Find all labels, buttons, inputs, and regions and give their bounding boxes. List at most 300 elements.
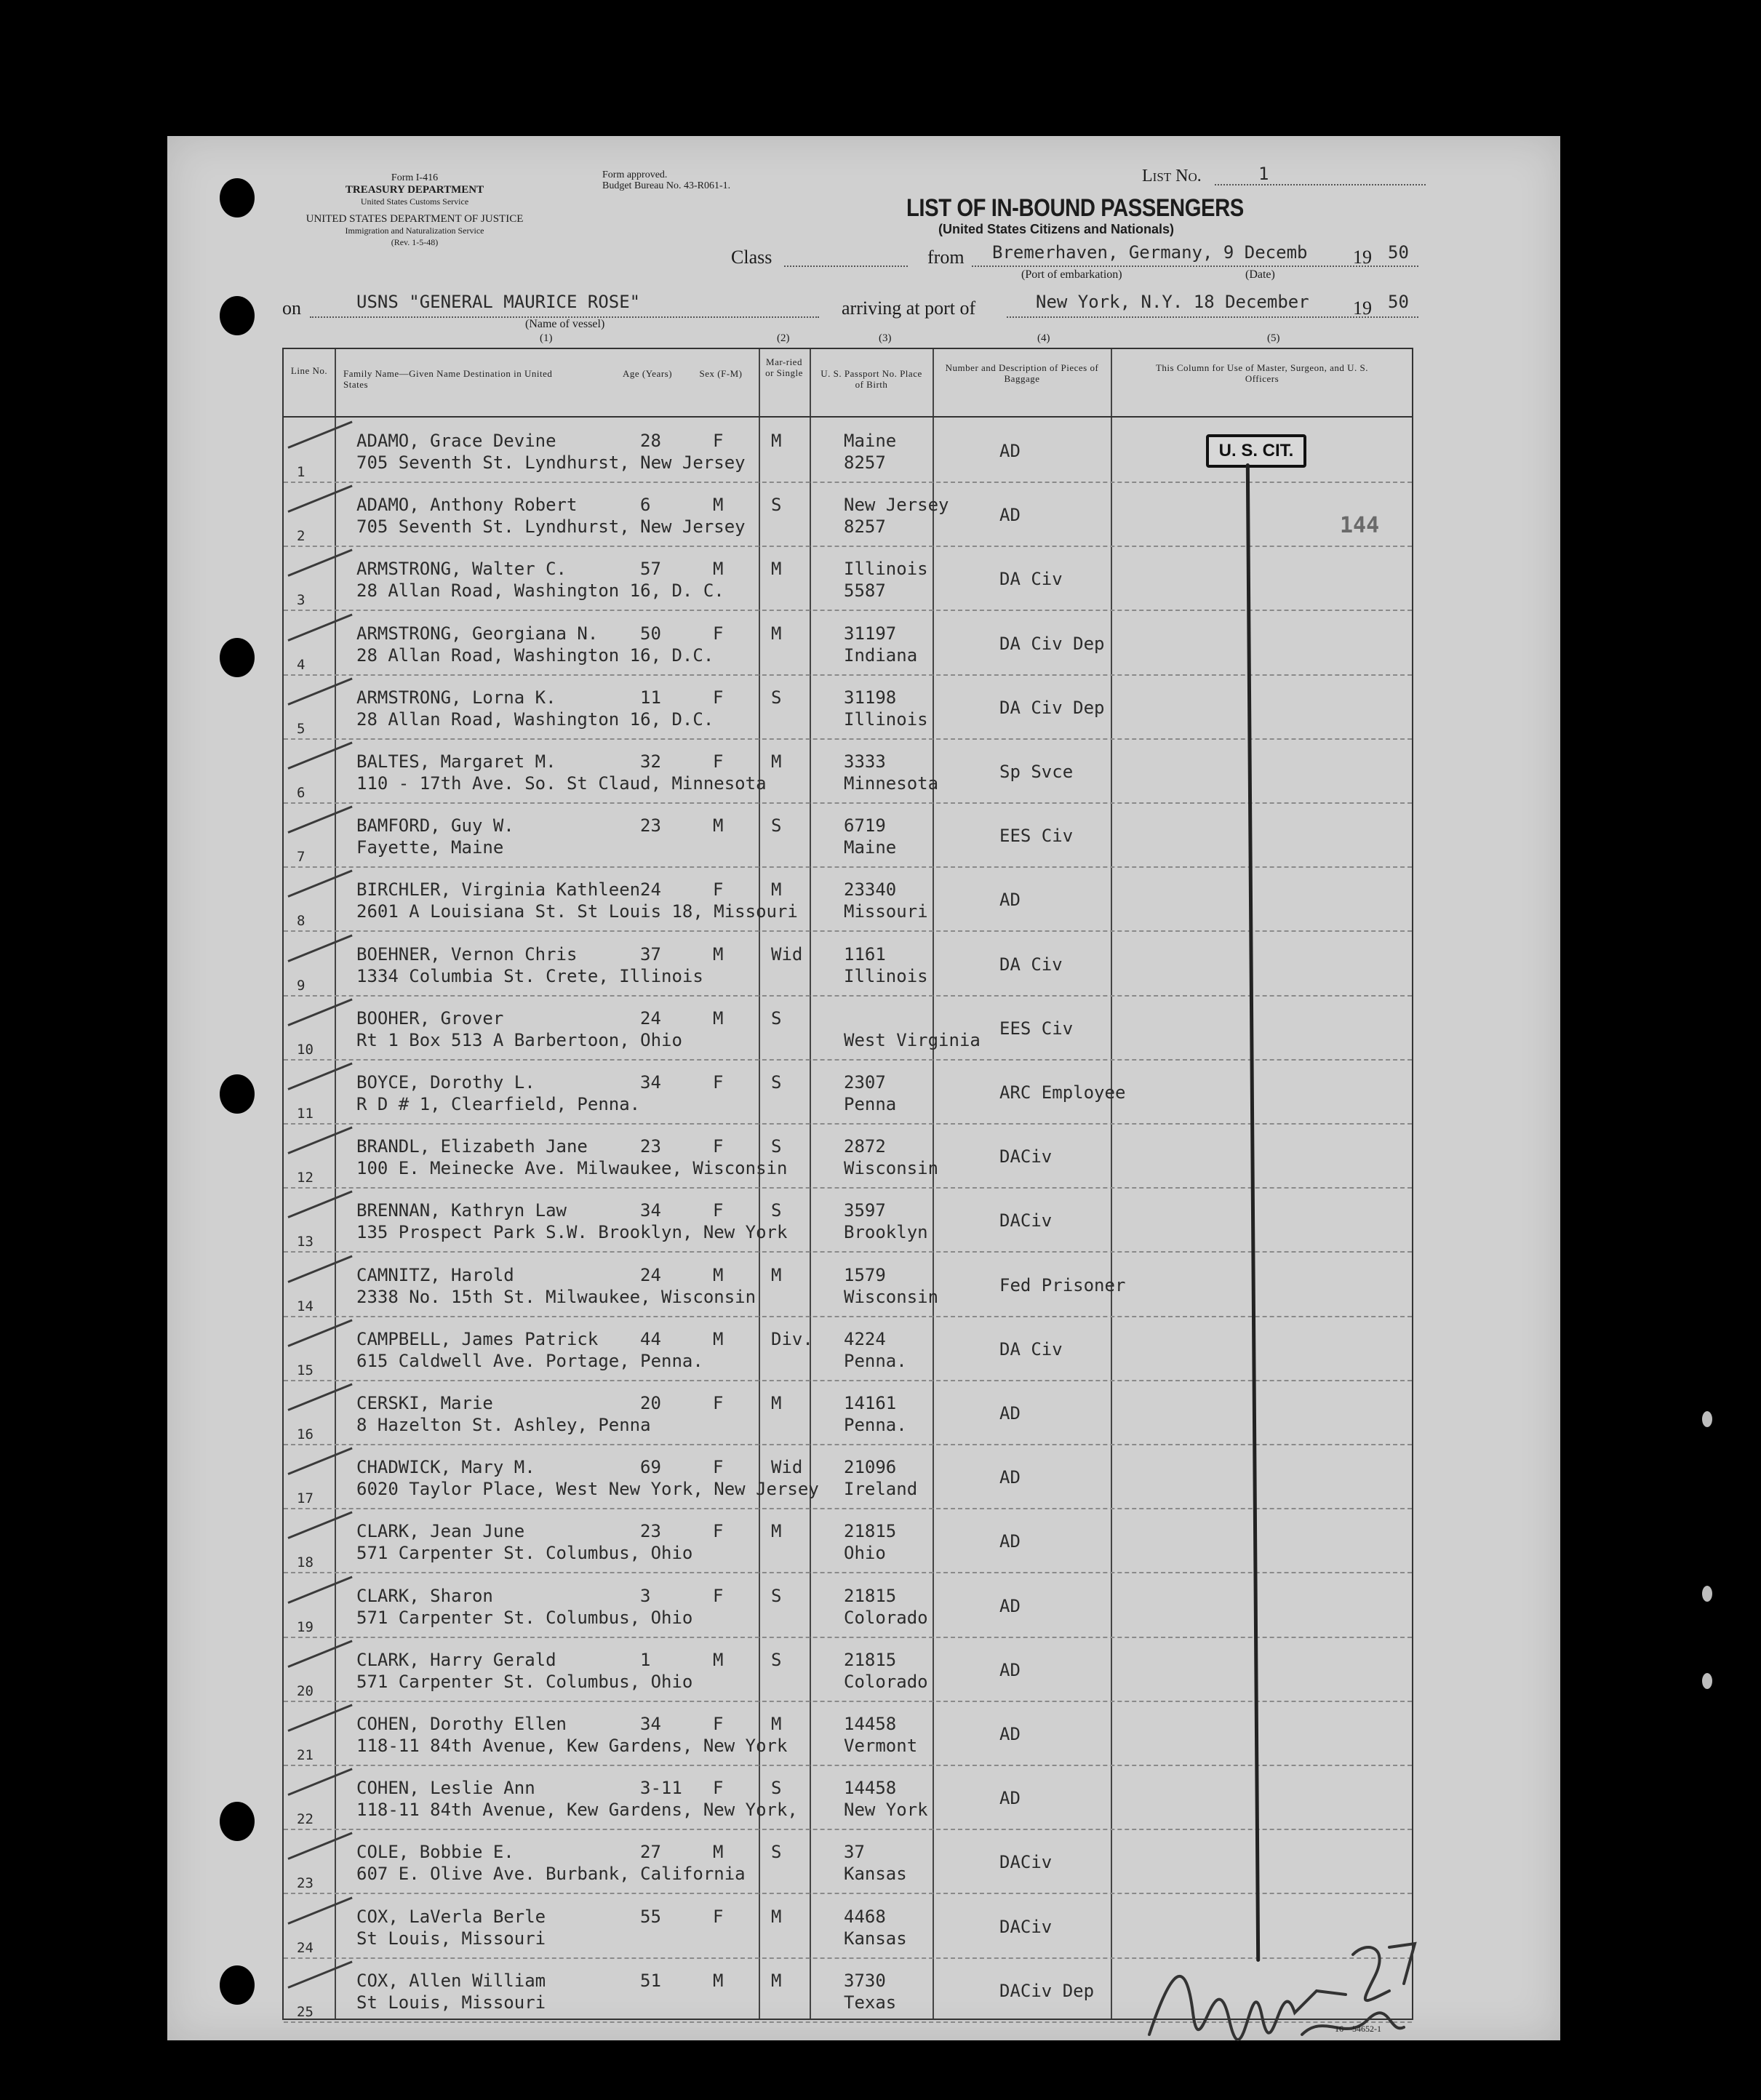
baggage-description: AD: [999, 505, 1021, 526]
passenger-marital-status: S: [771, 1007, 782, 1029]
passenger-age: 3: [640, 1585, 651, 1606]
passenger-marital-status: S: [771, 1200, 782, 1221]
place-of-birth: Colorado: [844, 1607, 928, 1628]
place-of-birth: Minnesota: [844, 773, 939, 794]
pencil-tick-mark: [287, 806, 352, 834]
passenger-age: 34: [640, 1714, 661, 1734]
passenger-sex: M: [713, 1007, 724, 1029]
passenger-marital-status: M: [771, 1264, 782, 1285]
arriving-label: arriving at port of: [842, 298, 976, 319]
passenger-name: CLARK, Sharon: [356, 1585, 493, 1606]
table-row: [284, 546, 1412, 611]
passenger-marital-status: S: [771, 1778, 782, 1799]
passenger-name: ADAMO, Grace Devine: [356, 431, 556, 451]
us-citizen-stamp: U. S. CIT.: [1206, 434, 1306, 468]
baggage-description: AD: [999, 1788, 1021, 1809]
passenger-sex: M: [713, 559, 724, 580]
passenger-age: 6: [640, 495, 651, 516]
passenger-sex: F: [713, 687, 724, 708]
year-from-value: 50: [1388, 242, 1409, 263]
passport-number: 14161: [844, 1393, 897, 1413]
pencil-tick-mark: [287, 998, 352, 1026]
passenger-sex: M: [713, 943, 724, 965]
passenger-name: ARMSTRONG, Georgiana N.: [356, 623, 599, 644]
passenger-sex: F: [713, 1457, 724, 1478]
table-row: [284, 866, 1412, 932]
pencil-tick-mark: [287, 613, 352, 641]
passenger-destination: St Louis, Missouri: [356, 1928, 546, 1949]
vessel-caption: (Name of vessel): [525, 318, 605, 330]
place-of-birth: Kansas: [844, 1928, 907, 1949]
passenger-destination: 118-11 84th Avenue, Kew Gardens, New York,: [356, 1800, 798, 1821]
column-number-4: (4): [1037, 332, 1050, 344]
pencil-tick-mark: [287, 1512, 352, 1539]
passenger-sex: F: [713, 623, 724, 644]
passenger-name: BOYCE, Dorothy L.: [356, 1072, 535, 1093]
baggage-description: AD: [999, 1403, 1021, 1424]
passenger-name: CERSKI, Marie: [356, 1393, 493, 1413]
passenger-marital-status: S: [771, 1649, 782, 1670]
table-row: [284, 1187, 1412, 1253]
passenger-name: ADAMO, Anthony Robert: [356, 495, 578, 516]
baggage-description: DA Civ: [999, 569, 1063, 590]
passport-number: Illinois: [844, 559, 928, 580]
punch-hole: [220, 178, 255, 217]
line-number: 10: [297, 1041, 314, 1058]
scan-edge-mark: [1702, 1411, 1712, 1427]
pencil-tick-mark: [287, 1063, 352, 1090]
place-of-birth: Ohio: [844, 1543, 886, 1564]
passenger-sex: M: [713, 495, 724, 516]
place-of-birth: Texas: [844, 1992, 897, 2013]
form-approved: Form approved.: [602, 169, 668, 180]
passenger-name: COX, LaVerla Berle: [356, 1906, 546, 1927]
passport-number: 21096: [844, 1457, 897, 1478]
passport-number: 23340: [844, 879, 897, 901]
passport-number: 31198: [844, 687, 897, 708]
passport-number: 1579: [844, 1264, 886, 1285]
baggage-description: EES Civ: [999, 826, 1074, 847]
passenger-destination: 607 E. Olive Ave. Burbank, California: [356, 1864, 746, 1885]
line-number: 17: [297, 1490, 314, 1507]
passenger-sex: M: [713, 815, 724, 837]
place-of-birth: Wisconsin: [844, 1286, 939, 1307]
table-row: [284, 1701, 1412, 1766]
passenger-sex: F: [713, 879, 724, 901]
table-row: [284, 674, 1412, 740]
table-row: [284, 1829, 1412, 1894]
passenger-age: 57: [640, 559, 661, 580]
line-number: 20: [297, 1682, 314, 1699]
baggage-description: AD: [999, 890, 1021, 911]
passenger-marital-status: M: [771, 431, 782, 451]
table-row: [284, 738, 1412, 804]
passenger-destination: 571 Carpenter St. Columbus, Ohio: [356, 1671, 693, 1692]
baggage-description: DA Civ: [999, 1338, 1063, 1360]
line-number: 11: [297, 1106, 314, 1122]
passenger-name: ARMSTRONG, Lorna K.: [356, 687, 556, 708]
scan-edge-mark: [1702, 1673, 1712, 1689]
line-number: 25: [297, 2003, 314, 2020]
passport-number: 31197: [844, 623, 897, 644]
pencil-tick-mark: [287, 1255, 352, 1282]
passenger-age: 50: [640, 623, 661, 644]
port-of-embarkation-caption: (Port of embarkation): [1021, 268, 1122, 281]
passenger-table: [282, 348, 1413, 2020]
passenger-age: 20: [640, 1393, 661, 1413]
passenger-name: BALTES, Margaret M.: [356, 751, 556, 772]
passport-number: 4224: [844, 1328, 886, 1349]
passenger-age: 24: [640, 1264, 661, 1285]
table-row: [284, 610, 1412, 676]
place-of-birth: Penna.: [844, 1415, 907, 1435]
list-number-line: [1215, 184, 1426, 185]
line-number: 15: [297, 1362, 314, 1378]
passport-number: 6719: [844, 815, 886, 837]
passenger-marital-status: S: [771, 687, 782, 708]
place-of-birth: Penna.: [844, 1350, 907, 1371]
form-code: 16—54652-1: [1335, 2024, 1381, 2034]
line-number: 9: [297, 977, 306, 994]
header-married: Mar-ried or Single: [765, 356, 803, 378]
table-row: [284, 1573, 1412, 1638]
passenger-marital-status: S: [771, 495, 782, 516]
passenger-marital-status: S: [771, 1136, 782, 1157]
punch-hole: [220, 1965, 255, 2005]
passenger-marital-status: M: [771, 559, 782, 580]
header-baggage: Number and Description of Pieces of Baggage: [945, 362, 1099, 384]
passenger-sex: F: [713, 1136, 724, 1157]
customs-service: United States Customs Service: [360, 196, 469, 207]
passenger-sex: F: [713, 1585, 724, 1606]
column-number-2: (2): [777, 332, 790, 344]
passport-number: 1161: [844, 943, 886, 965]
list-number-value: 1: [1258, 164, 1269, 184]
line-number: 2: [297, 528, 306, 545]
baggage-description: DA Civ: [999, 954, 1063, 975]
table-row: [284, 482, 1412, 547]
pencil-tick-mark: [287, 1384, 352, 1411]
table-row: [284, 1252, 1412, 1317]
baggage-description: DA Civ Dep: [999, 697, 1105, 718]
pencil-tick-mark: [287, 485, 352, 513]
passenger-age: 27: [640, 1842, 661, 1863]
baggage-description: AD: [999, 441, 1021, 461]
class-line: [784, 266, 908, 267]
passenger-name: BAMFORD, Guy W.: [356, 815, 514, 837]
passenger-age: 3-11: [640, 1778, 682, 1799]
baggage-description: AD: [999, 1595, 1021, 1616]
passenger-destination: 28 Allan Road, Washington 16, D.C.: [356, 708, 714, 730]
manifest-page: [167, 136, 1560, 2040]
passenger-name: COLE, Bobbie E.: [356, 1842, 514, 1863]
passport-number: 3333: [844, 751, 886, 772]
passenger-destination: St Louis, Missouri: [356, 1992, 546, 2013]
passport-number: 2307: [844, 1072, 886, 1093]
class-label: Class: [731, 247, 772, 268]
line-number: 16: [297, 1426, 314, 1442]
passenger-destination: 28 Allan Road, Washington 16, D. C.: [356, 580, 724, 602]
passenger-marital-status: M: [771, 1906, 782, 1927]
place-of-birth: Missouri: [844, 901, 928, 922]
passenger-name: CAMPBELL, James Patrick: [356, 1328, 599, 1349]
table-row: [284, 802, 1412, 868]
place-of-birth: Colorado: [844, 1671, 928, 1692]
passenger-marital-status: S: [771, 815, 782, 837]
baggage-description: DACiv Dep: [999, 1980, 1095, 2001]
passenger-destination: 2601 A Louisiana St. St Louis 18, Missouri: [356, 901, 798, 922]
baggage-description: AD: [999, 1724, 1021, 1744]
officer-signature: [1127, 1925, 1433, 2056]
line-number: 13: [297, 1234, 314, 1250]
header-officers: This Column for Use of Master, Surgeon, and U. S. Officers: [1155, 362, 1369, 384]
line-number: 23: [297, 1875, 314, 1892]
passenger-destination: 705 Seventh St. Lyndhurst, New Jersey: [356, 516, 746, 538]
passenger-age: 24: [640, 879, 661, 901]
place-of-birth: Wisconsin: [844, 1158, 939, 1179]
passenger-age: 37: [640, 943, 661, 965]
baggage-description: Fed Prisoner: [999, 1274, 1126, 1295]
line-number: 22: [297, 1811, 314, 1828]
passenger-destination: Rt 1 Box 513 A Barbertoon, Ohio: [356, 1029, 682, 1050]
passenger-sex: M: [713, 1649, 724, 1670]
passenger-age: 28: [640, 431, 661, 451]
table-row: [284, 1508, 1412, 1573]
table-row: [284, 1123, 1412, 1189]
passenger-age: 44: [640, 1328, 661, 1349]
annotation-number: 144: [1340, 513, 1380, 538]
passenger-name: BRANDL, Elizabeth Jane: [356, 1136, 588, 1157]
punch-hole: [220, 1074, 255, 1114]
passenger-name: CLARK, Harry Gerald: [356, 1649, 556, 1670]
passport-number: 3730: [844, 1970, 886, 1991]
passport-number: 14458: [844, 1714, 897, 1734]
passenger-sex: F: [713, 1072, 724, 1093]
pencil-tick-mark: [287, 1191, 352, 1218]
place-of-birth: 8257: [844, 516, 886, 538]
passenger-name: BIRCHLER, Virginia Kathleen: [356, 879, 641, 901]
line-number: 8: [297, 913, 306, 930]
from-line: [972, 266, 1418, 267]
header-sex: Sex (F-M): [699, 368, 743, 379]
place-of-birth: Illinois: [844, 965, 928, 986]
passport-number: 2872: [844, 1136, 886, 1157]
place-of-birth: Vermont: [844, 1736, 918, 1756]
baggage-description: ARC Employee: [999, 1082, 1126, 1103]
passenger-rows: [284, 418, 1412, 2019]
passenger-name: BRENNAN, Kathryn Law: [356, 1200, 567, 1221]
from-label: from: [927, 247, 965, 268]
pencil-tick-mark: [287, 934, 352, 962]
line-number: 1: [297, 464, 306, 480]
baggage-description: EES Civ: [999, 1018, 1074, 1039]
passenger-age: 1: [640, 1649, 651, 1670]
line-number: 4: [297, 656, 306, 673]
passenger-marital-status: M: [771, 1393, 782, 1413]
form-revision: (Rev. 1-5-48): [391, 237, 439, 247]
passenger-sex: F: [713, 1393, 724, 1413]
punch-hole: [220, 296, 255, 335]
passenger-marital-status: Wid: [771, 1457, 803, 1478]
passenger-sex: F: [713, 751, 724, 772]
passport-number: 21815: [844, 1585, 897, 1606]
passenger-marital-status: M: [771, 623, 782, 644]
passenger-name: COHEN, Dorothy Ellen: [356, 1714, 567, 1734]
pencil-tick-mark: [287, 1319, 352, 1346]
line-number: 5: [297, 720, 306, 737]
treasury-department: TREASURY DEPARTMENT: [345, 184, 484, 196]
passenger-age: 34: [640, 1200, 661, 1221]
line-number: 7: [297, 849, 306, 866]
punch-hole: [220, 638, 255, 677]
passenger-destination: 571 Carpenter St. Columbus, Ohio: [356, 1607, 693, 1628]
passenger-sex: M: [713, 1264, 724, 1285]
pencil-tick-mark: [287, 1448, 352, 1475]
passenger-sex: M: [713, 1328, 724, 1349]
place-of-birth: Penna: [844, 1094, 897, 1114]
passenger-name: CLARK, Jean June: [356, 1521, 525, 1542]
passenger-destination: 2338 No. 15th St. Milwaukee, Wisconsin: [356, 1286, 756, 1307]
baggage-description: DACiv: [999, 1916, 1053, 1937]
column-number-5: (5): [1267, 332, 1280, 344]
arrival-value: New York, N.Y. 18 December: [1036, 292, 1309, 312]
scan-edge-mark: [1702, 1586, 1712, 1602]
pencil-tick-mark: [287, 1704, 352, 1732]
table-row: [284, 995, 1412, 1061]
table-row: [284, 1765, 1412, 1830]
passenger-age: 34: [640, 1072, 661, 1093]
baggage-description: DACiv: [999, 1210, 1053, 1231]
line-number: 3: [297, 592, 306, 609]
passenger-destination: Fayette, Maine: [356, 837, 504, 858]
year-arrival-value: 50: [1388, 292, 1409, 312]
passport-number: Maine: [844, 431, 897, 451]
passenger-marital-status: S: [771, 1842, 782, 1863]
pencil-tick-mark: [287, 549, 352, 577]
passport-number: 21815: [844, 1521, 897, 1542]
baggage-description: DACiv: [999, 1852, 1053, 1873]
place-of-birth: Brooklyn: [844, 1222, 928, 1243]
page-subtitle: (United States Citizens and Nationals): [938, 222, 1175, 236]
passenger-destination: 135 Prospect Park S.W. Brooklyn, New York: [356, 1222, 788, 1243]
line-number: 14: [297, 1298, 314, 1314]
passport-number: 4468: [844, 1906, 886, 1927]
place-of-birth: Kansas: [844, 1864, 907, 1885]
form-approval: [602, 169, 730, 191]
baggage-description: AD: [999, 1531, 1021, 1552]
passenger-destination: 615 Caldwell Ave. Portage, Penna.: [356, 1350, 703, 1371]
passenger-name: COHEN, Leslie Ann: [356, 1778, 535, 1799]
vessel-name: USNS "GENERAL MAURICE ROSE": [356, 292, 641, 312]
passenger-sex: F: [713, 1200, 724, 1221]
passenger-destination: 8 Hazelton St. Ashley, Penna: [356, 1415, 651, 1435]
passenger-name: COX, Allen William: [356, 1970, 546, 1991]
passenger-sex: F: [713, 1906, 724, 1927]
place-of-birth: West Virginia: [844, 1029, 981, 1050]
pencil-tick-mark: [287, 677, 352, 705]
passenger-marital-status: Div.: [771, 1328, 813, 1349]
place-of-birth: Indiana: [844, 644, 918, 666]
baggage-description: DA Civ Dep: [999, 633, 1105, 654]
passenger-age: 23: [640, 1521, 661, 1542]
passenger-sex: F: [713, 1521, 724, 1542]
pencil-tick-mark: [287, 1768, 352, 1796]
passenger-destination: 100 E. Meinecke Ave. Milwaukee, Wisconsin: [356, 1158, 788, 1179]
justice-department: UNITED STATES DEPARTMENT OF JUSTICE: [306, 213, 524, 225]
form-identification: [276, 172, 553, 207]
baggage-description: Sp Svce: [999, 762, 1074, 782]
pencil-tick-mark: [287, 1960, 352, 1988]
table-row: [284, 1637, 1412, 1702]
table-row: [284, 1316, 1412, 1381]
pencil-tick-mark: [287, 742, 352, 770]
passenger-age: 32: [640, 751, 661, 772]
justice-identification: [276, 213, 553, 248]
passenger-age: 23: [640, 1136, 661, 1157]
page-title: LIST OF IN-BOUND PASSENGERS: [906, 194, 1244, 222]
passenger-marital-status: M: [771, 879, 782, 901]
baggage-description: AD: [999, 1467, 1021, 1488]
year-prefix-from: 19: [1353, 247, 1372, 268]
passport-number: 3597: [844, 1200, 886, 1221]
date-caption: (Date): [1245, 268, 1275, 281]
passenger-age: 23: [640, 815, 661, 837]
column-number-3: (3): [879, 332, 892, 344]
passenger-destination: 571 Carpenter St. Columbus, Ohio: [356, 1543, 693, 1564]
passport-number: 14458: [844, 1778, 897, 1799]
place-of-birth: New York: [844, 1800, 928, 1821]
embarkation-value: Bremerhaven, Germany, 9 Decemb: [992, 242, 1308, 263]
passenger-age: 69: [640, 1457, 661, 1478]
passenger-marital-status: S: [771, 1585, 782, 1606]
passport-number: New Jersey: [844, 495, 949, 516]
passenger-destination: 118-11 84th Avenue, Kew Gardens, New York: [356, 1736, 788, 1756]
passenger-name: BOOHER, Grover: [356, 1007, 504, 1029]
form-number: Form I-416: [391, 172, 439, 183]
passenger-marital-status: M: [771, 1970, 782, 1991]
header-passport: U. S. Passport No. Place of Birth: [820, 368, 922, 390]
passenger-sex: F: [713, 431, 724, 451]
passenger-sex: F: [713, 1714, 724, 1734]
table-row: [284, 1380, 1412, 1445]
passenger-destination: 705 Seventh St. Lyndhurst, New Jersey: [356, 452, 746, 473]
baggage-description: DACiv: [999, 1146, 1053, 1167]
place-of-birth: 5587: [844, 580, 886, 602]
pencil-tick-mark: [287, 1127, 352, 1154]
passenger-sex: M: [713, 1842, 724, 1863]
passenger-sex: M: [713, 1970, 724, 1991]
table-row: [284, 1059, 1412, 1125]
pencil-tick-mark: [287, 1576, 352, 1603]
on-label: on: [282, 298, 301, 319]
list-number-label: List No.: [1142, 167, 1202, 185]
year-prefix-arrival: 19: [1353, 298, 1372, 319]
passenger-destination: 28 Allan Road, Washington 16, D.C.: [356, 644, 714, 666]
passenger-destination: 110 - 17th Ave. So. St Claud, Minnesota: [356, 773, 767, 794]
passport-number: 21815: [844, 1649, 897, 1670]
passenger-age: 11: [640, 687, 661, 708]
pencil-tick-mark: [287, 1640, 352, 1667]
passenger-destination: R D # 1, Clearfield, Penna.: [356, 1094, 641, 1114]
budget-bureau-number: Budget Bureau No. 43-R061-1.: [602, 180, 731, 191]
pencil-tick-mark: [287, 870, 352, 898]
pencil-tick-mark: [287, 1896, 352, 1924]
passenger-age: 24: [640, 1007, 661, 1029]
header-line-no: Line No.: [290, 365, 328, 376]
line-number: 6: [297, 785, 306, 801]
place-of-birth: Maine: [844, 837, 897, 858]
passenger-name: CAMNITZ, Harold: [356, 1264, 514, 1285]
